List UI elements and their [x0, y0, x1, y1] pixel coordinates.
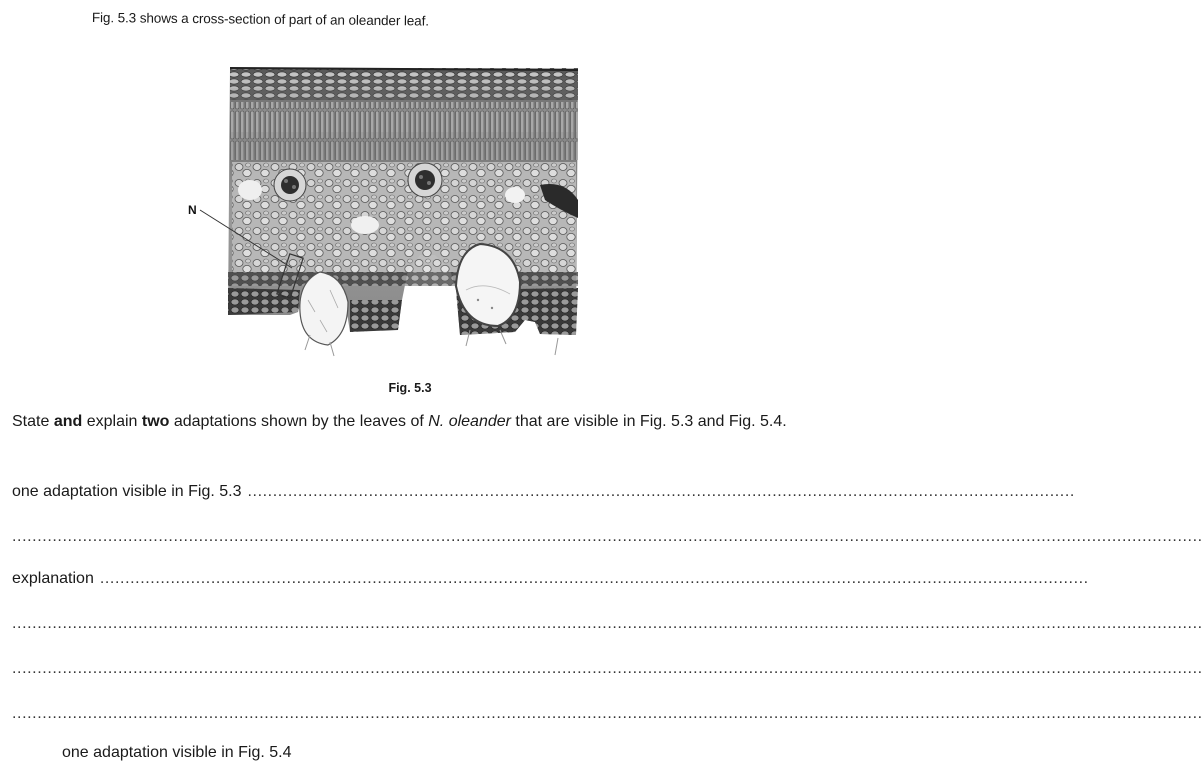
answer-dotted-line[interactable]: ............................................................................................................................................................................................................................................ [12, 660, 1203, 677]
answer-line-label: one adaptation visible in Fig. 5.3 [12, 483, 242, 500]
species-name: N. oleander [428, 413, 511, 430]
answer-dotted-line[interactable]: .................................................................................................................................................................................................... [99, 570, 1089, 587]
answer-dotted-line[interactable]: .................................................................................................................................................................... [247, 483, 1075, 500]
question-emphasis: two [141, 413, 170, 430]
answer-line[interactable] [12, 659, 1203, 678]
question-text-part: explain [82, 413, 142, 430]
label-n: N [188, 203, 197, 217]
answer-line-label: explanation [12, 570, 94, 587]
answer-line[interactable] [12, 614, 1203, 633]
answer-dotted-line[interactable]: ............................................................................................................................................................................................................................................ [12, 615, 1203, 632]
question-text-part: that are visible in Fig. 5.3 and Fig. 5.4. [510, 413, 787, 430]
answer-line-explanation[interactable] [12, 569, 1089, 588]
answer-line[interactable] [12, 527, 1203, 546]
vascular-bundle [274, 169, 306, 201]
answer-line-adaptation-1[interactable] [12, 482, 1075, 501]
answer-dotted-line[interactable]: ............................................................................................................................................................................................................................................ [12, 705, 1203, 722]
figure-caption: Fig. 5.3 [388, 381, 432, 395]
leaf-cross-section-figure [180, 50, 590, 360]
question-text [12, 412, 790, 431]
question-emphasis: and [53, 413, 83, 430]
vascular-bundle [408, 163, 442, 197]
figure-intro-text: Fig. 5.3 shows a cross-section of part of an oleander leaf. [91, 10, 430, 29]
next-prompt-partial: one adaptation visible in Fig. 5.4 [62, 744, 292, 761]
answer-dotted-line[interactable]: ............................................................................................................................................................................................................................................ [12, 528, 1203, 545]
leaf-micrograph-image [180, 50, 590, 360]
question-text-part: adaptations shown by the leaves of [169, 413, 429, 430]
question-text-part: State [12, 413, 54, 430]
answer-line[interactable] [12, 704, 1203, 723]
